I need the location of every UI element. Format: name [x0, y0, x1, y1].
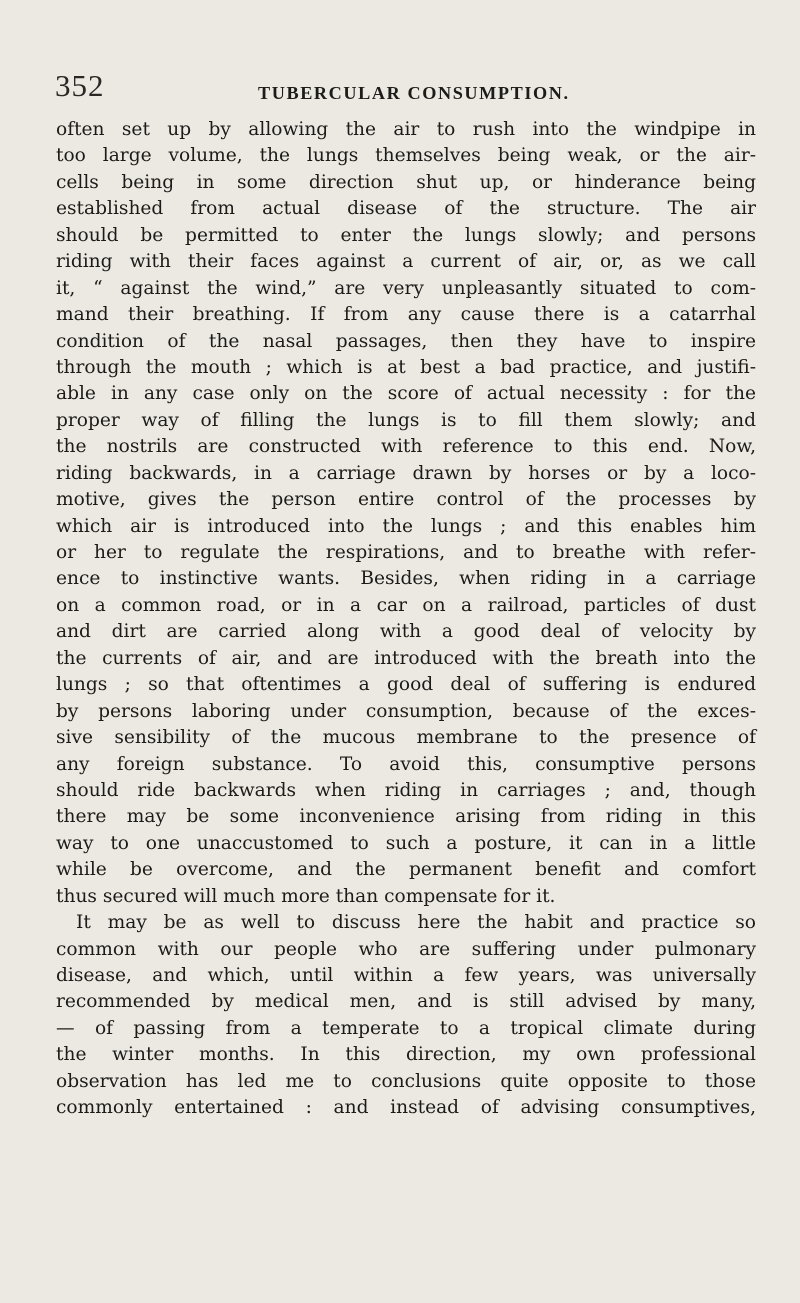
text-line: common with our people who are suffering under pulmonary	[56, 938, 756, 960]
text-line: proper way of filling the lungs is to fill them slowly; and	[56, 409, 756, 431]
text-line: riding backwards, in a carriage drawn by horses or by a loco-	[56, 462, 756, 484]
text-line: established from actual disease of the structure. The air	[56, 198, 756, 220]
text-line: cells being in some direction shut up, or hinderance being	[56, 171, 756, 193]
running-title: TUBERCULAR CONSUMPTION.	[258, 83, 570, 103]
text-line: recommended by medical men, and is still advised by many,	[56, 991, 756, 1013]
text-line: riding with their faces against a current of air, or, as we call	[56, 251, 756, 273]
text-line: disease, and which, until within a few years, was universally	[56, 965, 756, 986]
text-line: there may be some inconvenience arising from riding in this	[56, 806, 756, 828]
text-line: the winter months. In this direction, my own professional	[56, 1044, 756, 1066]
text-line: which air is introduced into the lungs ; and this enables him	[56, 515, 756, 537]
page-number: 352	[55, 68, 105, 103]
text-line: or her to regulate the respirations, and to breathe with refer-	[56, 542, 756, 563]
paragraph-first-line: It may be as well to discuss here the habit and practice so	[76, 912, 756, 934]
text-line: — of passing from a temperate to a tropical climate during	[56, 1017, 756, 1039]
text-line: able in any case only on the score of actual necessity : for the	[56, 383, 756, 405]
text-line: while be overcome, and the permanent benefit and comfort	[56, 859, 756, 881]
text-line: lungs ; so that oftentimes a good deal of suffering is endured	[56, 674, 756, 696]
text-line: through the mouth ; which is at best a bad practice, and justifi-	[56, 356, 756, 378]
text-line: too large volume, the lungs themselves being weak, or the air-	[56, 145, 756, 167]
text-line: it, “ against the wind,” are very unpleasantly situated to com-	[56, 277, 756, 299]
text-line: observation has led me to conclusions quite opposite to those	[56, 1070, 756, 1092]
text-line: any foreign substance. To avoid this, consumptive persons	[56, 753, 756, 775]
text-line: the currents of air, and are introduced with the breath into the	[56, 647, 756, 669]
text-line: commonly entertained : and instead of advising consumptives,	[56, 1097, 756, 1119]
text-line: on a common road, or in a car on a railroad, particles of dust	[56, 594, 756, 616]
text-line: and dirt are carried along with a good deal of velocity by	[56, 621, 756, 643]
text-line: sive sensibility of the mucous membrane to the presence of	[56, 727, 756, 749]
text-line: the nostrils are constructed with reference to this end. Now,	[56, 436, 756, 458]
text-line: motive, gives the person entire control of the processes by	[56, 489, 756, 511]
text-line: should ride backwards when riding in carriages ; and, though	[56, 779, 756, 801]
text-line: by persons laboring under consumption, because of the exces-	[56, 700, 756, 722]
text-line: way to one unaccustomed to such a posture, it can in a little	[56, 832, 756, 854]
text-line: condition of the nasal passages, then they have to inspire	[56, 330, 756, 352]
body-text	[56, 117, 756, 1122]
text-line: mand their breathing. If from any cause there is a catarrhal	[56, 304, 756, 326]
paragraph-last-line: thus secured will much more than compensate for it.	[56, 885, 556, 907]
text-line: ence to instinctive wants. Besides, when riding in a carriage	[56, 568, 756, 590]
text-line: often set up by allowing the air to rush into the windpipe in	[56, 119, 756, 140]
text-line: should be permitted to enter the lungs slowly; and persons	[56, 224, 756, 246]
